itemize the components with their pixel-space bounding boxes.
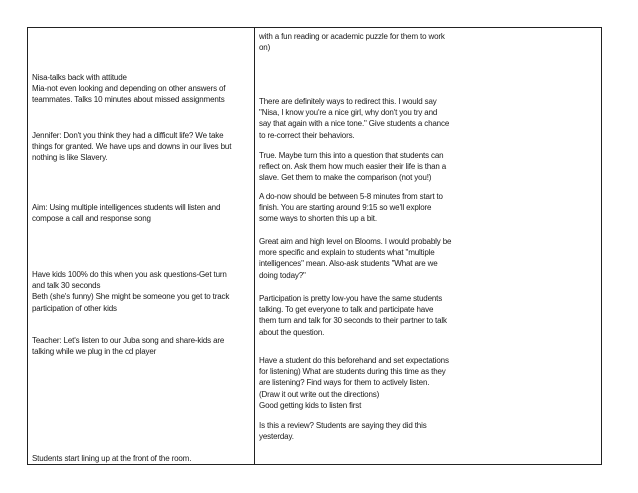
note-line: Students start lining up at the front of the room.	[32, 454, 192, 463]
feedback-line: say that again with a nice tone." Give students a chance	[259, 119, 450, 129]
feedback-line: to re-correct their behaviors.	[259, 130, 355, 140]
feedback-line: finish. You are starting around 9:15 so we'll explore	[259, 203, 432, 213]
feedback-true	[259, 150, 599, 184]
note-line: Aim: Using multiple intelligences students will listen and	[32, 203, 221, 212]
feedback-line: Have a student do this beforehand and set expectations	[259, 356, 449, 365]
note-line: Nisa-talks back with attitude	[32, 73, 127, 82]
observation-column	[28, 28, 254, 464]
feedback-line: some ways to shorten this up a bit.	[259, 214, 377, 224]
feedback-line: slave. Get them to make the comparison (not you!)	[259, 173, 432, 183]
notes-table	[27, 27, 602, 465]
feedback-line: are listening? Find ways for them to actively listen.	[259, 378, 430, 388]
note-line: participation of other kids	[32, 303, 117, 313]
feedback-line: Is this a review? Students are saying they did this	[259, 421, 427, 430]
feedback-line: yesterday.	[259, 432, 294, 442]
feedback-expectations	[259, 355, 599, 411]
note-line: Beth (she's funny) She might be someone you get to track	[32, 292, 230, 302]
feedback-column	[255, 28, 603, 464]
feedback-line: True. Maybe turn this into a question that students can	[259, 151, 444, 160]
feedback-donow	[259, 191, 599, 225]
note-teacher	[32, 335, 250, 357]
note-line: things for granted. We have ups and downs in our lives but	[32, 142, 232, 152]
note-line: talking while we plug in the cd player	[32, 347, 157, 357]
note-aim	[32, 202, 250, 224]
note-lining	[32, 453, 250, 464]
feedback-line: doing today?"	[259, 270, 306, 280]
feedback-line: talking. To get everyone to talk and participate have	[259, 305, 434, 315]
feedback-line: them turn and talk for 30 seconds to their partner to talk	[259, 316, 447, 326]
feedback-line: Participation is pretty low-you have the same students	[259, 294, 443, 303]
feedback-line: for listening) What are students during this time as they	[259, 367, 446, 377]
note-line: Jennifer: Don't you think they had a difficult life? We take	[32, 131, 224, 140]
note-line: Teacher: Let's listen to our Juba song and share-kids are	[32, 336, 225, 345]
feedback-redirect	[259, 96, 599, 141]
feedback-line: more specific and explain to students what "multiple	[259, 248, 435, 258]
note-questions	[32, 269, 250, 314]
feedback-line: There are definitely ways to redirect this. I would say	[259, 97, 437, 106]
feedback-line: with a fun reading or academic puzzle for them to work	[259, 32, 445, 41]
feedback-line: about the question.	[259, 327, 325, 337]
note-jennifer	[32, 130, 250, 164]
feedback-line: Great aim and high level on Blooms. I would probably be	[259, 237, 452, 246]
note-line: Have kids 100% do this when you ask questions-Get turn	[32, 270, 227, 279]
note-nisa	[32, 72, 250, 106]
feedback-fun	[259, 31, 599, 53]
feedback-review	[259, 420, 599, 442]
feedback-line: A do-now should be between 5-8 minutes from start to	[259, 192, 443, 201]
feedback-line: on)	[259, 43, 271, 53]
note-line: and talk 30 seconds	[32, 281, 101, 291]
feedback-participation	[259, 293, 599, 338]
feedback-line: reflect on. Ask them how much easier their life is than a	[259, 162, 447, 172]
note-line: compose a call and response song	[32, 214, 151, 224]
feedback-line: intelligences" mean. Also-ask students "What are we	[259, 259, 438, 269]
note-line: teammates. Talks 10 minutes about missed assignments	[32, 95, 225, 105]
feedback-line: Good getting kids to listen first	[259, 400, 362, 410]
note-line: nothing is like Slavery.	[32, 153, 108, 163]
feedback-line: "Nisa, I know you're a nice girl, why don't you try and	[259, 108, 438, 118]
note-line: Mia-not even looking and depending on other answers of	[32, 84, 226, 94]
feedback-blooms	[259, 236, 599, 281]
feedback-line: (Draw it out write out the directions)	[259, 389, 380, 399]
